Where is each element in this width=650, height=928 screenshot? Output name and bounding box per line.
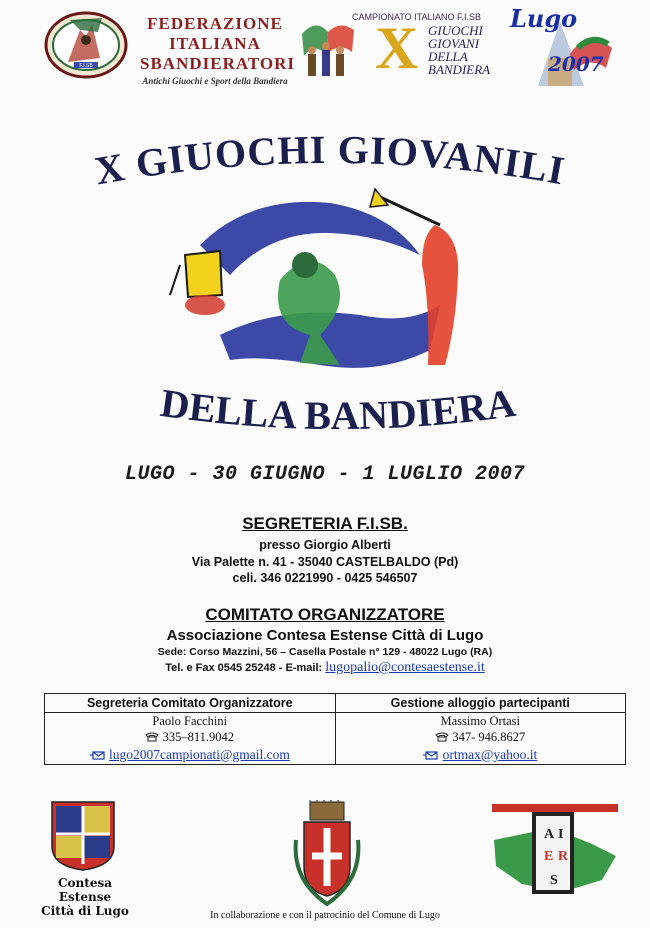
federation-name <box>140 14 296 86</box>
comitato-contact <box>0 660 650 676</box>
aiers-logo <box>492 800 618 896</box>
lugo-logo-word: Lugo <box>510 4 578 33</box>
federation-line3: SBANDIERATORI <box>140 54 296 73</box>
contact-phone: 347- 946.8627 <box>452 730 526 744</box>
contact-column-header: Gestione alloggio partecipanti <box>336 694 626 713</box>
contact-phone-row <box>336 730 626 746</box>
contact-name: Paolo Facchini <box>152 714 228 728</box>
championship-text <box>428 24 490 76</box>
flag-wavers-illustration <box>160 185 480 390</box>
contact-name: Massimo Ortasi <box>440 714 520 728</box>
championship-line: BANDIERA <box>428 62 491 77</box>
phone-icon <box>435 731 449 746</box>
comune-di-lugo-crest-icon <box>290 800 364 908</box>
comitato-sede: Sede: Corso Mazzini, 56 – Casella Postale n° 129 - 48022 Lugo (RA) <box>157 646 493 658</box>
federation-tagline: Antichi Giuochi e Sport della Bandiera <box>142 76 288 86</box>
svg-text:DELLA BANDIERA: DELLA BANDIERA <box>157 387 519 439</box>
contesa-line1: Contesa Estense <box>58 876 112 904</box>
phone-icon <box>145 731 159 746</box>
federation-logo <box>40 10 136 80</box>
contact-email-link[interactable]: ortmax@yahoo.it <box>442 746 538 762</box>
svg-text:E: E <box>544 849 554 864</box>
championship-line: DELLA <box>428 49 468 64</box>
contact-email-row <box>336 747 626 764</box>
svg-text:I: I <box>558 827 564 842</box>
segreteria-title: SEGRETERIA F.I.SB. <box>242 514 408 533</box>
contacts-table <box>44 693 626 765</box>
event-dates: LUGO - 30 GIUGNO - 1 LUGLIO 2007 <box>124 463 526 486</box>
lugo-logo-year: 2007 <box>548 52 604 76</box>
contact-phone-row <box>45 730 335 746</box>
svg-text:R: R <box>558 849 569 864</box>
championship-flag-icon <box>298 14 360 80</box>
comitato-tel-label: Tel. e Fax 0545 25248 - E-mail: <box>165 662 323 674</box>
contesa-line2: Città di Lugo <box>41 904 129 918</box>
championship-small-title: CAMPIONATO ITALIANO F.I.SB <box>352 12 482 22</box>
contact-email-row <box>45 747 335 764</box>
contact-column-header: Segreteria Comitato Organizzatore <box>45 694 335 713</box>
comitato-association: Associazione Contesa Estense Città di Lugo <box>166 627 484 644</box>
segreteria-presso: presso Giorgio Alberti <box>259 538 391 552</box>
svg-text:X GIUOCHI GIOVANILI: X GIUOCHI GIOVANILI <box>91 128 569 194</box>
championship-line: GIOVANI <box>428 36 480 51</box>
contact-column <box>45 694 335 764</box>
email-icon <box>90 748 106 764</box>
championship-line: GIUOCHI <box>428 23 483 38</box>
main-title-bottom <box>148 387 528 447</box>
contact-column <box>335 694 626 764</box>
svg-text:F.I.SB: F.I.SB <box>79 63 93 69</box>
contact-phone: 335–811.9042 <box>162 730 235 744</box>
svg-text:A: A <box>544 827 555 842</box>
footer-patronage: In collaborazione e con il patrocinio del Comune di Lugo <box>210 910 440 921</box>
segreteria-address: Via Palette n. 41 - 35040 CASTELBALDO (Pd) <box>191 555 459 569</box>
championship-numeral: X <box>375 15 419 81</box>
comitato-email-link[interactable]: lugopalio@contesaestense.it <box>325 660 485 675</box>
svg-text:S: S <box>550 873 558 888</box>
contact-email-link[interactable]: lugo2007campionati@gmail.com <box>109 746 290 762</box>
segreteria-phones: celi. 346 0221990 - 0425 546507 <box>232 571 418 585</box>
comitato-title: COMITATO ORGANIZZATORE <box>205 605 445 624</box>
federation-line2: ITALIANA <box>169 34 261 53</box>
federation-line1: FEDERAZIONE <box>147 14 283 33</box>
contesa-estense-shield-icon <box>50 800 116 872</box>
email-icon <box>423 748 439 764</box>
